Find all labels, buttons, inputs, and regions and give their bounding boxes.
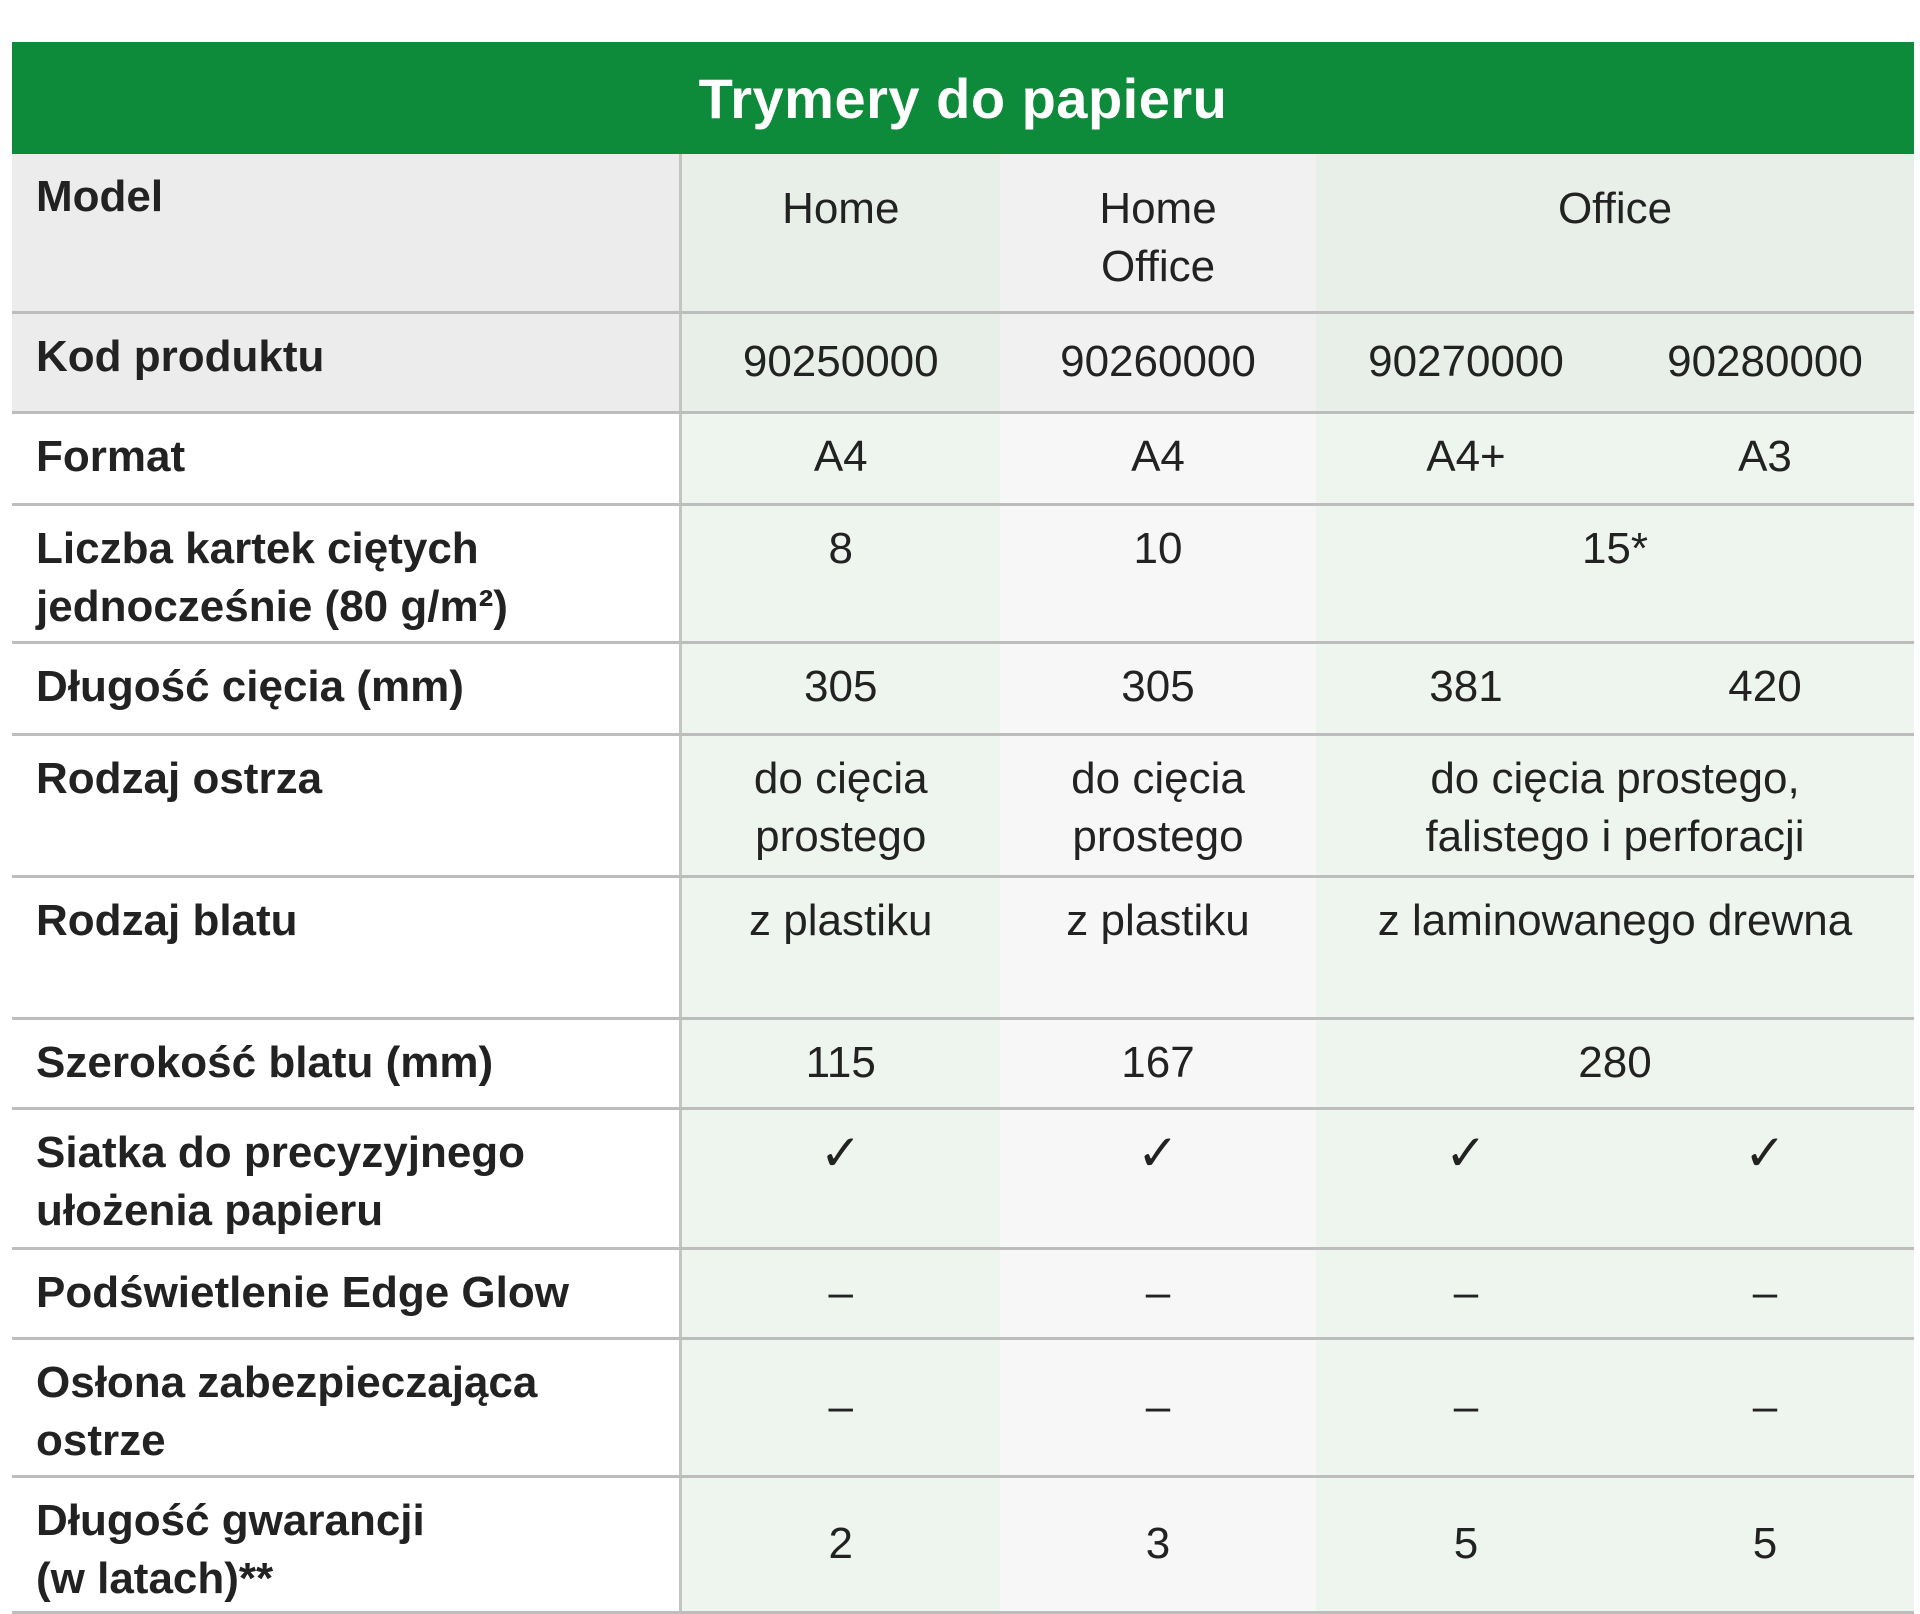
- row-label: Osłona zabezpieczająca ostrze: [12, 1338, 680, 1476]
- row-label: Długość gwarancji (w latach)**: [12, 1476, 680, 1612]
- cell-value: 90250000: [680, 312, 1000, 412]
- table-row-gwarancja: [12, 1476, 1914, 1612]
- cell-model-office: Office: [1316, 154, 1914, 312]
- table-row-format: [12, 412, 1914, 504]
- cell-value: 420: [1616, 642, 1914, 734]
- cell-value: 381: [1316, 642, 1616, 734]
- dash-icon: –: [1000, 1338, 1316, 1476]
- cell-value: do cięcia prostego: [680, 734, 1000, 876]
- table-row-oslona: [12, 1338, 1914, 1476]
- dash-icon: –: [1316, 1338, 1616, 1476]
- cell-value: 280: [1316, 1018, 1914, 1108]
- row-label: Liczba kartek ciętych jednocześnie (80 g/m²): [12, 504, 680, 642]
- cell-value: z laminowanego drewna: [1316, 876, 1914, 1018]
- cell-value: 90260000: [1000, 312, 1316, 412]
- row-label: Format: [12, 412, 680, 504]
- dash-icon: –: [1616, 1248, 1914, 1338]
- comparison-table-container: [12, 42, 1914, 1614]
- dash-icon: –: [1616, 1338, 1914, 1476]
- cell-value: 305: [680, 642, 1000, 734]
- comparison-table: [12, 154, 1914, 1614]
- cell-value: 115: [680, 1018, 1000, 1108]
- cell-model-home-office: Home Office: [1000, 154, 1316, 312]
- table-row-szerokosc: [12, 1018, 1914, 1108]
- table-title: Trymery do papieru: [12, 42, 1914, 154]
- cell-value: 90280000: [1616, 312, 1914, 412]
- row-label: Kod produktu: [12, 312, 680, 412]
- cell-value: A3: [1616, 412, 1914, 504]
- dash-icon: –: [680, 1338, 1000, 1476]
- cell-value: 5: [1316, 1476, 1616, 1612]
- check-icon: ✓: [1316, 1108, 1616, 1248]
- row-label: Długość cięcia (mm): [12, 642, 680, 734]
- cell-value: 10: [1000, 504, 1316, 642]
- table-row-ostrze: [12, 734, 1914, 876]
- cell-value: 15*: [1316, 504, 1914, 642]
- check-icon: ✓: [1000, 1108, 1316, 1248]
- cell-value: 5: [1616, 1476, 1914, 1612]
- cell-value: A4: [680, 412, 1000, 504]
- check-icon: ✓: [680, 1108, 1000, 1248]
- table-row-liczba: [12, 504, 1914, 642]
- cell-value: 305: [1000, 642, 1316, 734]
- cell-value: z plastiku: [680, 876, 1000, 1018]
- table-row-kod: [12, 312, 1914, 412]
- cell-value: 167: [1000, 1018, 1316, 1108]
- cell-value: 8: [680, 504, 1000, 642]
- cell-value: 90270000: [1316, 312, 1616, 412]
- cell-value: A4: [1000, 412, 1316, 504]
- row-label: Model: [12, 154, 680, 312]
- table-row-dlugosc: [12, 642, 1914, 734]
- cell-value: z plastiku: [1000, 876, 1316, 1018]
- row-label: Siatka do precyzyjnego ułożenia papieru: [12, 1108, 680, 1248]
- cell-model-home: Home: [680, 154, 1000, 312]
- row-label: Rodzaj blatu: [12, 876, 680, 1018]
- row-label: Rodzaj ostrza: [12, 734, 680, 876]
- dash-icon: –: [1316, 1248, 1616, 1338]
- cell-value: do cięcia prostego, falistego i perforacji: [1316, 734, 1914, 876]
- table-row-edge: [12, 1248, 1914, 1338]
- table-row-model: [12, 154, 1914, 312]
- row-label: Szerokość blatu (mm): [12, 1018, 680, 1108]
- cell-value: do cięcia prostego: [1000, 734, 1316, 876]
- dash-icon: –: [680, 1248, 1000, 1338]
- cell-value: A4+: [1316, 412, 1616, 504]
- dash-icon: –: [1000, 1248, 1316, 1338]
- table-row-blat: [12, 876, 1914, 1018]
- row-label: Podświetlenie Edge Glow: [12, 1248, 680, 1338]
- cell-value: 3: [1000, 1476, 1316, 1612]
- check-icon: ✓: [1616, 1108, 1914, 1248]
- table-row-siatka: [12, 1108, 1914, 1248]
- cell-value: 2: [680, 1476, 1000, 1612]
